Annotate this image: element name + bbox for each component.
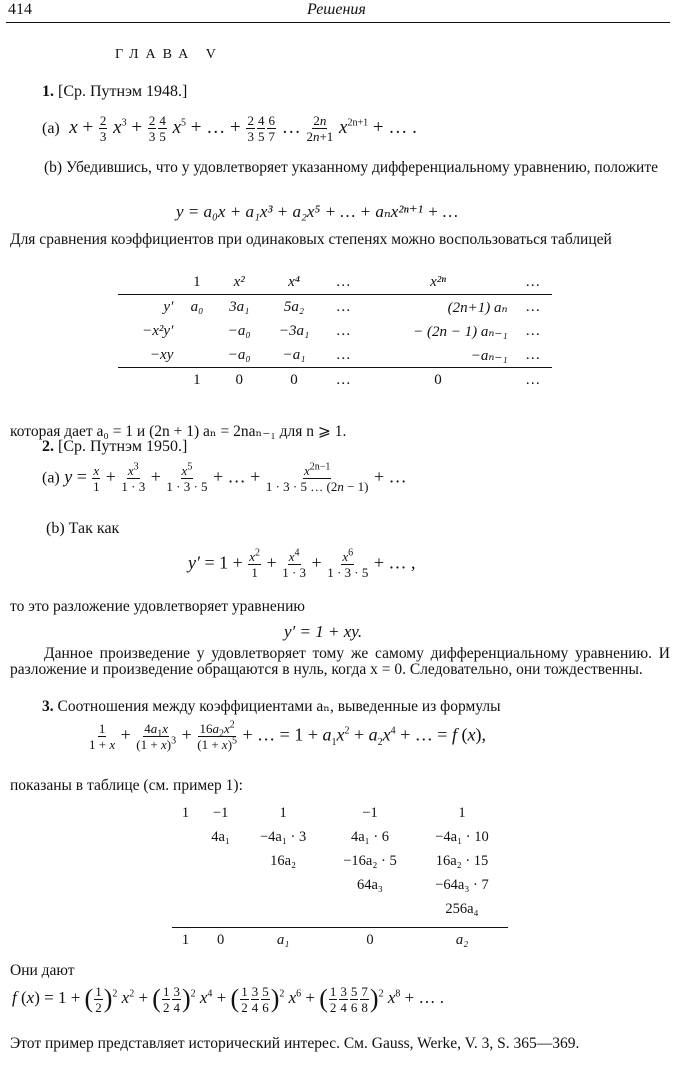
- table-cell: (2n+1) aₙ: [362, 295, 513, 320]
- table-cell: [172, 849, 199, 873]
- table-cell: [179, 319, 214, 343]
- table-cell: a₀: [179, 295, 214, 320]
- problem-2-label: 2.: [42, 438, 54, 455]
- table-cell: [199, 897, 242, 921]
- table-header-row: [118, 270, 552, 295]
- formula-1a: (a) x + $\frac{2}{3}$ $x^3$ + $\frac{2}{3}$ $\frac{4}{5}$ $x^5$ + … + $\frac{2}{3}$ $\frac{4}{5}$ $\frac{6}{7}$ … $\frac{2n}{2n+1}$ $x^{2n+1}$ + … .: [42, 113, 417, 144]
- table-row: [118, 295, 552, 320]
- table-cell: …: [335, 322, 351, 339]
- footer-note: Этот пример представляет исторический интерес. См. Gauss, Werke, V. 3, S. 365—369.: [10, 1035, 580, 1052]
- table-cell: [242, 873, 324, 897]
- problem-1-compare-text: Для сравнения коэффициентов при одинаковых степенях можно воспользоваться таблицей: [10, 231, 612, 248]
- problem-3-text: Соотношения между коэффициентами aₙ, выведенные из формулы: [57, 698, 501, 715]
- table-cell: 0: [264, 368, 324, 393]
- table-cell: [199, 849, 242, 873]
- table-cell: [242, 897, 324, 921]
- table-cell: 1: [172, 928, 199, 953]
- page-number: 414: [8, 1, 32, 18]
- running-title: Решения: [307, 1, 366, 18]
- coefficient-table-3: [172, 801, 508, 952]
- table-cell: …: [324, 368, 362, 393]
- problem-3-give: Они дают: [10, 962, 75, 979]
- chapter-heading: ГЛАВА V: [115, 47, 223, 62]
- table-cell: …: [514, 368, 552, 393]
- problem-3-label: 3.: [42, 698, 54, 715]
- table-cell: 0: [199, 928, 242, 953]
- problem-2-equation: y′ = 1 + xy.: [284, 622, 363, 641]
- problem-2-conclusion: Данное произведение y удовлетворяет тому же самому дифференциальному уравнению. И разложение и произведение обращаются в нуль, когда x = 0. Следовательно, они тождественны.: [10, 645, 670, 678]
- table-cell: −aₙ₋₁: [470, 347, 508, 364]
- table-cell: x²: [233, 273, 245, 290]
- table-cell: 1: [181, 804, 190, 821]
- table-cell: x⁴: [288, 273, 300, 290]
- problem-1b-text: (b) Убедившись, что y удовлетворяет указанному дифференциальному уравнению, положите: [44, 159, 658, 176]
- table-cell: −4a₁ · 3: [259, 828, 307, 845]
- problem-1-label: 1.: [42, 83, 54, 100]
- table-cell: 1: [458, 804, 466, 821]
- table-cell: 0: [324, 928, 416, 953]
- table-cell: a₁: [242, 928, 324, 953]
- table-cell: …: [324, 295, 362, 320]
- table-row: [172, 825, 508, 849]
- table-cell: 3a₁: [214, 295, 263, 320]
- problem-1-heading: [42, 83, 187, 101]
- table-cell: [118, 368, 179, 393]
- table-cell: −a₁: [282, 346, 306, 363]
- table-cell: 1: [193, 273, 201, 290]
- table-cell: −16a₂ · 5: [343, 852, 397, 869]
- table-cell: −1: [212, 804, 229, 821]
- table-cell: [199, 873, 242, 897]
- table-cell: …: [525, 273, 541, 290]
- table-cell: [118, 270, 179, 295]
- table-total-row: [172, 928, 508, 953]
- table-cell: 256a₄: [445, 900, 479, 917]
- formula-3-result: f (x) = 1 + ( $\frac{1}{2}$ )$^2$ $x^2$ + ( $\frac{1}{2}$ $\frac{3}{4}$ )$^2$ $x^4$ + ( $\frac{1}{2}$ $\frac{3}{4}$ $\frac{5}{6}$ )$^2$ $x^6$ + ( $\frac{1}{2}$ $\frac{3}{4}$ $\frac{5}{6}$ $\frac{7}{8}$ )$^2$ $x^8$ + … .: [12, 983, 444, 1015]
- problem-2-heading: [42, 438, 187, 456]
- formula-2a: (a) y = $\frac{x}{1}$ + $\frac{x^3}{1 \cdot 3}$ + $\frac{x^5}{1 \cdot 3 \cdot 5}$ + … + $\frac{x^{2n-1}}{1 \cdot 3 \cdot 5 \dots (2n - 1)}$ + …: [42, 461, 407, 494]
- table-row: [172, 801, 508, 825]
- problem-2b-text: (b) Так как: [46, 520, 120, 537]
- formula-3: $\frac{1}{1 + x}$ + $\frac{4a_1x}{(1 + x)^3}$ + $\frac{16a_2x^2}{(1 + x)^5}$ + … = $1 + a_1x^2 + a_2x^4$ + … = f (x),: [89, 719, 486, 752]
- problem-1-series: y = a₀x + a₁x³ + a₂x⁵ + … + aₙx²ⁿ⁺¹ + …: [176, 202, 458, 221]
- table-row: [172, 849, 508, 873]
- table-cell: [172, 825, 199, 849]
- table-cell: 4a₁: [211, 828, 230, 845]
- table-cell: −3a₁: [278, 322, 310, 339]
- table-cell: −a₀: [227, 322, 251, 339]
- table-row: [172, 873, 508, 897]
- table-cell: …: [335, 346, 351, 363]
- table-cell: y′: [118, 295, 179, 320]
- table-cell: [172, 897, 199, 921]
- problem-2-after: то это разложение удовлетворяет уравнению: [10, 598, 305, 615]
- table-cell: −x²y′: [142, 322, 174, 339]
- table-cell: a₂: [416, 928, 508, 953]
- table-cell: x²ⁿ: [430, 273, 446, 290]
- table-cell: …: [514, 295, 552, 320]
- coefficient-table-1: [118, 270, 552, 392]
- formula-2b: y′ = 1 + $\frac{x^2}{1}$ + $\frac{x^4}{1 \cdot 3}$ + $\frac{x^6}{1 \cdot 3 \cdot 5}$ + … ,: [188, 547, 416, 580]
- table-cell: 16a₂ · 15: [435, 852, 489, 869]
- table-cell: −64a₃ · 7: [435, 876, 489, 893]
- table-cell: − (2n − 1) aₙ₋₁: [413, 323, 508, 340]
- problem-1-ref: [Ср. Путнэм 1948.]: [58, 83, 188, 100]
- problem-3-shown: показаны в таблице (см. пример 1):: [10, 777, 243, 794]
- table-cell: 0: [214, 368, 263, 393]
- table-cell: −a₀: [227, 346, 251, 363]
- problem-1-result: которая дает a₀ = 1 и (2n + 1) aₙ = 2naₙ₋₁ для n ⩾ 1.: [10, 423, 347, 440]
- table-cell: 64a₃: [356, 876, 383, 893]
- table-cell: …: [335, 273, 351, 290]
- problem-3-heading: [42, 697, 501, 716]
- table-row: [118, 343, 552, 368]
- table-cell: −1: [362, 804, 378, 821]
- table-total-row: [118, 368, 552, 393]
- table-cell: 1: [179, 368, 214, 393]
- table-row: [172, 897, 508, 921]
- problem-2-ref: [Ср. Путнэм 1950.]: [58, 438, 188, 455]
- table-cell: 16a₂: [270, 852, 297, 869]
- table-cell: [172, 873, 199, 897]
- table-cell: −4a₁ · 10: [435, 828, 489, 845]
- table-cell: −xy: [149, 346, 174, 363]
- table-cell: 1: [279, 804, 287, 821]
- table-cell: 0: [362, 368, 513, 393]
- table-row: [118, 319, 552, 343]
- table-cell: …: [525, 322, 541, 339]
- table-cell: 4a₁ · 6: [350, 828, 390, 845]
- table-cell: 5a₂: [264, 295, 324, 320]
- header-rule: [6, 22, 670, 23]
- table-cell: …: [525, 346, 541, 363]
- table-cell: [324, 897, 416, 921]
- table-cell: [179, 343, 214, 368]
